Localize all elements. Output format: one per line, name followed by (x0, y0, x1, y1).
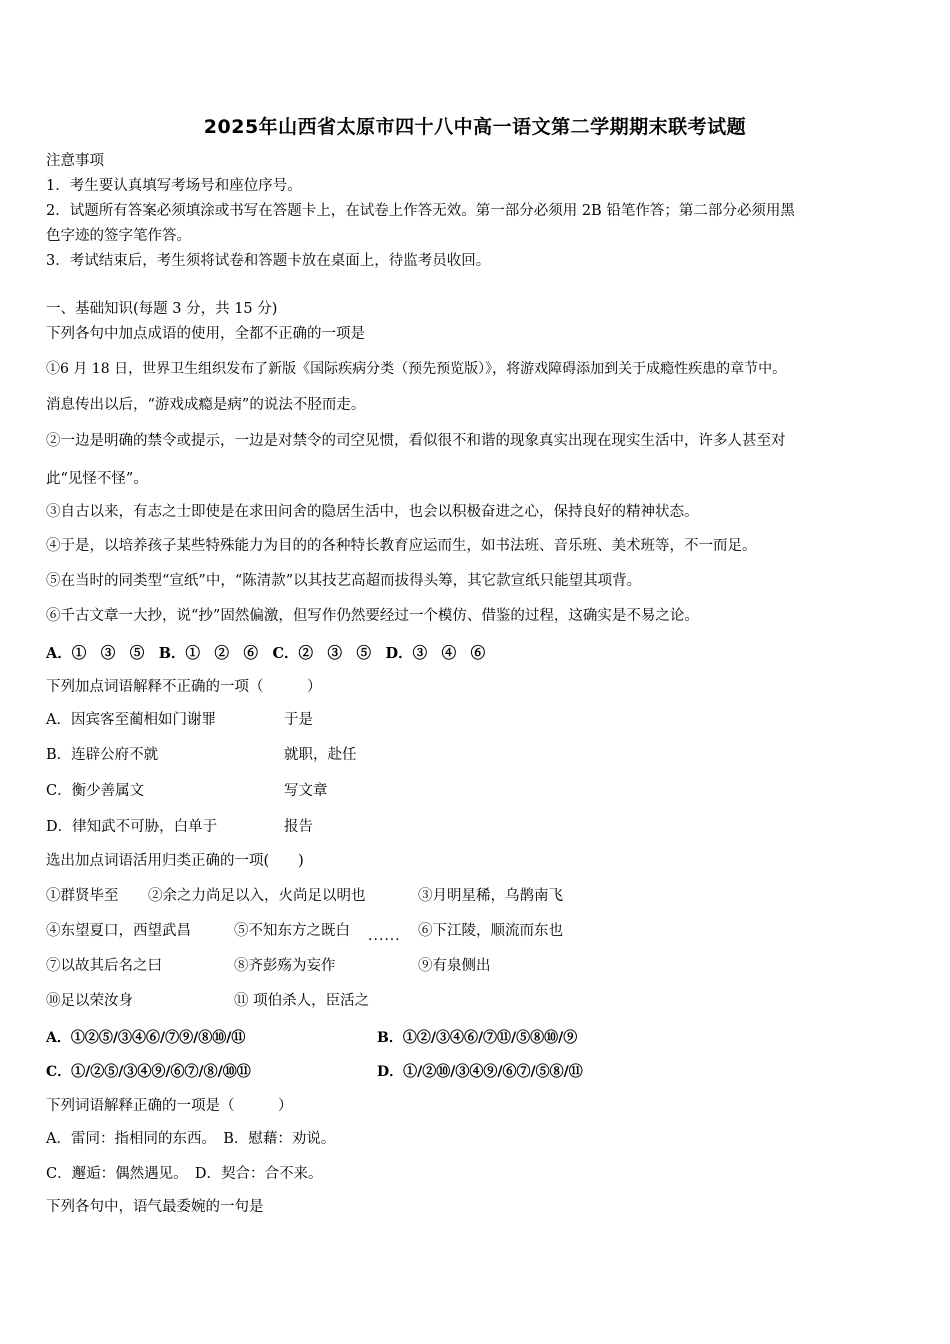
q3-item-1: ①群贤毕至 (46, 888, 119, 904)
q1-sentence-1: ①6 月 18 日，世界卫生组织发布了新版《国际疾病分类（预先预览版）》，将游戏障碍添加到关于成瘾性疾患的章节中。 (46, 361, 787, 377)
q2-option-a-gloss: 于是 (284, 712, 313, 728)
q3-option-b: B．①②/③④⑥/⑦⑪/⑤⑧⑩/⑨ (377, 1030, 578, 1046)
q2-option-d-gloss: 报告 (284, 819, 313, 835)
q1-sentence-2: ②一边是明确的禁令或提示，一边是对禁令的司空见惯，看似很不和谐的现象真实出现在现实生活中，许多人甚至对 (46, 433, 786, 449)
notice-heading: 注意事项 (46, 153, 104, 169)
q3-item-3: ③月明星稀，乌鹊南飞 (418, 888, 563, 904)
q3-item-8: ⑧齐彭殇为妄作 (234, 958, 336, 974)
q2-option-d: D．律知武不可胁，白单于 (46, 819, 218, 835)
q1-sentence-5: ⑤在当时的同类型“宣纸”中，“陈清款”以其技艺高超而拔得头筹，其它款宣纸只能望其项背。 (46, 573, 642, 589)
q2-option-b: B．连辟公府不就 (46, 747, 159, 763)
q4-options-ab: A．雷同：指相同的东西。 B．慰藉：劝说。 (46, 1131, 336, 1147)
q1-options: A．① ③ ⑤ B．① ② ⑥ C．② ③ ⑤ D．③ ④ ⑥ (46, 645, 486, 662)
q2-option-c: C．衡少善属文 (46, 783, 145, 799)
q3-item-4: ④东望夏口，西望武昌 (46, 923, 191, 939)
q1-stem: 下列各句中加点成语的使用，全都不正确的一项是 (46, 326, 365, 342)
q3-item-11: ⑪ 项伯杀人，臣活之 (234, 993, 370, 1009)
q2-option-b-gloss: 就职，赴任 (284, 747, 357, 763)
notice-item-2: 2．试题所有答案必须填涂或书写在答题卡上，在试卷上作答无效。第一部分必须用 2B 铅笔作答；第二部分必须用黑 (46, 203, 795, 219)
q3-item-7: ⑦以故其后名之曰 (46, 958, 162, 974)
q1-sentence-3: ③自古以来，有志之士即使是在求田问舍的隐居生活中，也会以积极奋进之心，保持良好的精神状态。 (46, 504, 699, 520)
q3-item-5: ⑤不知东方之既白 (234, 923, 350, 939)
q1-sentence-4: ④于是，以培养孩子某些特殊能力为目的的各种特长教育应运而生，如书法班、音乐班、美术班等，不一而足。 (46, 538, 757, 554)
q5-stem: 下列各句中，语气最委婉的一句是 (46, 1199, 264, 1215)
q3-option-c: C．①/②⑤/③④⑨/⑥⑦/⑧/⑩⑪ (46, 1064, 251, 1080)
q3-option-d: D．①/②⑩/③④⑨/⑥⑦/⑤⑧/⑪ (377, 1064, 583, 1080)
q1-sentence-2-cont: 此“见怪不怪”。 (46, 471, 148, 487)
notice-item-2-cont: 色字迹的签字笔作答。 (46, 228, 191, 244)
page-title: 2025年山西省太原市四十八中高一语文第二学期期末联考试题 (203, 116, 747, 138)
notice-item-1: 1．考生要认真填写考场号和座位序号。 (46, 178, 302, 194)
section-heading: 一、基础知识(每题 3 分，共 15 分) (46, 301, 278, 317)
q3-stem: 选出加点词语活用归类正确的一项( ) (46, 853, 304, 869)
q3-item-2: ②余之力尚足以入，火尚足以明也 (148, 888, 366, 904)
q2-option-a: A．因宾客至蔺相如门谢罪 (46, 712, 216, 728)
q2-option-c-gloss: 写文章 (284, 783, 328, 799)
q2-stem: 下列加点词语解释不正确的一项（ ） (46, 679, 322, 695)
q3-option-a: A．①②⑤/③④⑥/⑦⑨/⑧⑩/⑪ (46, 1030, 246, 1046)
emphasis-dots: ...... (368, 928, 401, 944)
q3-item-10: ⑩足以荣汝身 (46, 993, 133, 1009)
q3-item-6: ⑥下江陵，顺流而东也 (418, 923, 563, 939)
q4-options-cd: C．邂逅：偶然遇见。 D．契合：合不来。 (46, 1166, 323, 1182)
q1-sentence-1-cont: 消息传出以后，“游戏成瘾是病”的说法不胫而走。 (46, 397, 366, 413)
notice-item-3: 3．考试结束后，考生须将试卷和答题卡放在桌面上，待监考员收回。 (46, 253, 491, 269)
q3-item-9: ⑨有泉侧出 (418, 958, 491, 974)
q4-stem: 下列词语解释正确的一项是（ ） (46, 1098, 293, 1114)
q1-sentence-6: ⑥千古文章一大抄，说“抄”固然偏激，但写作仍然要经过一个模仿、借鉴的过程，这确实是不易之论。 (46, 608, 699, 624)
